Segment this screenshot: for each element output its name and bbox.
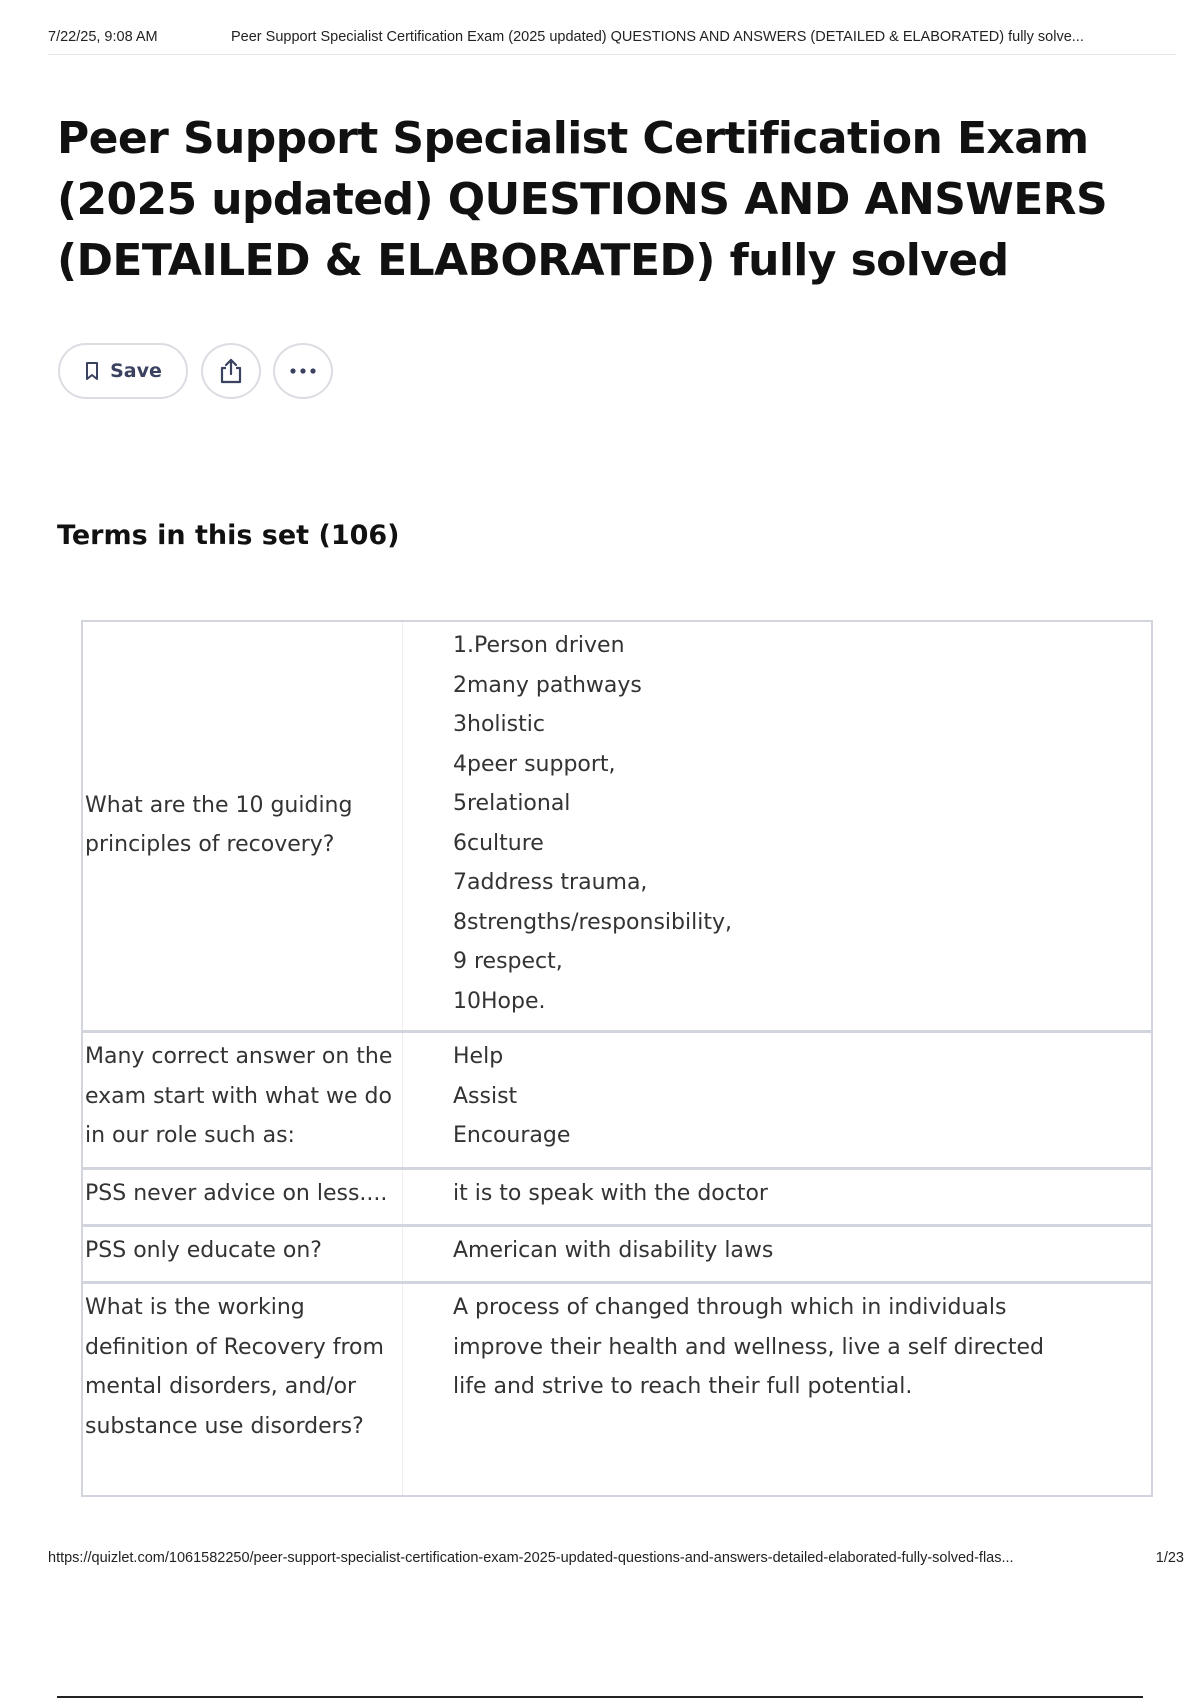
share-button[interactable] <box>201 343 261 399</box>
term-question: PSS only educate on? <box>83 1227 403 1281</box>
term-answer-line: American with disability laws <box>453 1238 774 1263</box>
print-header <box>48 29 1176 51</box>
term-answer-line: Encourage <box>453 1123 571 1148</box>
term-answer-line: 8strengths/responsibility, <box>453 909 732 935</box>
print-footer <box>48 1550 1184 1570</box>
term-answer-line: 5relational <box>453 791 571 816</box>
term-card[interactable] <box>81 1225 1153 1283</box>
term-answer-line: 10Hope. <box>453 988 546 1014</box>
term-question: PSS never advice on less.... <box>83 1170 403 1224</box>
term-answer-line: 2many pathways <box>453 672 642 698</box>
print-url[interactable]: https://quizlet.com/1061582250/peer-support-specialist-certification-exam-2025-updated-questions-and-answers-detailed-elaborated-fully-solved-flas... <box>48 1550 1014 1566</box>
term-answer-line: Assist <box>453 1083 518 1109</box>
bookmark-icon <box>84 361 100 381</box>
print-document-title: Peer Support Specialist Certification Exam (2025 updated) QUESTIONS AND ANSWERS (DETAILED & ELABORATED) fully solve... <box>231 29 1084 45</box>
term-answer-line: life and strive to reach their full potential. <box>453 1374 913 1399</box>
term-answer-line: Help <box>453 1044 504 1069</box>
term-answer <box>403 1170 1151 1224</box>
term-answer-line: 3holistic <box>453 712 545 737</box>
more-horizontal-icon <box>289 367 317 375</box>
term-answer <box>403 622 1151 1030</box>
page-number: 1/23 <box>1155 1550 1184 1566</box>
term-answer <box>403 1227 1151 1281</box>
term-answer-line: 7address trauma, <box>453 870 648 895</box>
header-divider <box>48 54 1176 55</box>
term-card[interactable] <box>81 1168 1153 1226</box>
term-answer-line: 4peer support, <box>453 751 616 777</box>
term-answer-line: 6culture <box>453 830 544 856</box>
terms-list <box>81 620 1153 1497</box>
term-answer-line: it is to speak with the doctor <box>453 1181 768 1206</box>
term-answer <box>403 1033 1151 1167</box>
term-card[interactable] <box>81 620 1153 1032</box>
more-options-button[interactable] <box>273 343 333 399</box>
term-answer-line: 1.Person driven <box>453 633 625 658</box>
term-question: What are the 10 guiding principles of recovery? <box>83 622 403 1030</box>
share-icon <box>218 357 244 385</box>
term-card[interactable] <box>81 1031 1153 1169</box>
term-card[interactable] <box>81 1282 1153 1497</box>
print-date: 7/22/25, 9:08 AM <box>48 29 158 45</box>
page-bottom-divider <box>57 1696 1143 1698</box>
term-answer-line: A process of changed through which in individuals <box>453 1295 1007 1320</box>
term-question: Many correct answer on the exam start with what we do in our role such as: <box>83 1033 403 1167</box>
page-title: Peer Support Specialist Certification Exam (2025 updated) QUESTIONS AND ANSWERS (DETAILED & ELABORATED) fully solved <box>57 113 1108 286</box>
save-button[interactable] <box>58 343 188 399</box>
term-answer <box>403 1284 1151 1495</box>
term-answer-line: 9 respect, <box>453 949 563 974</box>
term-answer-line: improve their health and wellness, live a self directed <box>453 1334 1044 1360</box>
terms-count-heading: Terms in this set (106) <box>57 520 400 551</box>
term-question: What is the working definition of Recovery from mental disorders, and/or substance use disorders? <box>83 1284 403 1495</box>
save-button-label: Save <box>110 360 162 382</box>
